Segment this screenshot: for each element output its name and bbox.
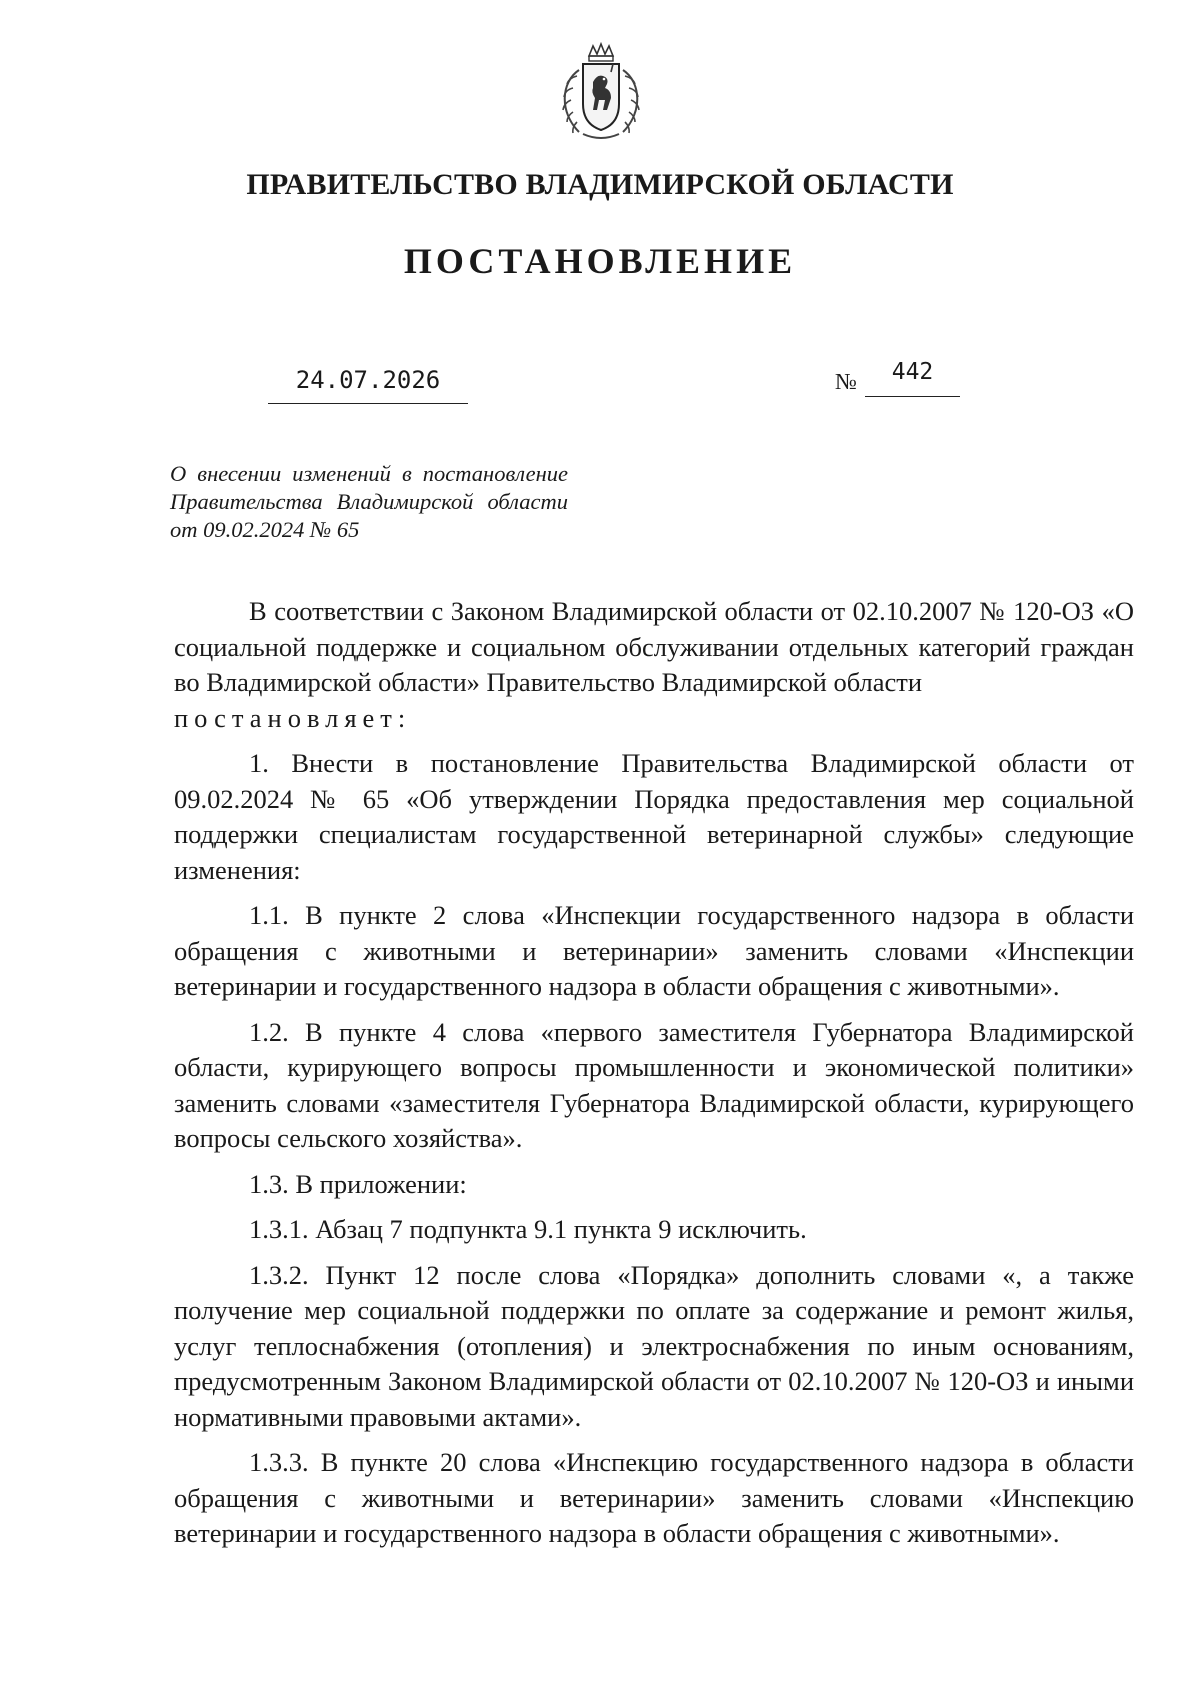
document-type-title: ПОСТАНОВЛЕНИЕ (403, 241, 797, 281)
document-number: 442 (891, 359, 934, 385)
number-sign: № (835, 369, 857, 394)
paragraph-1-3: 1.3. В приложении: (249, 1168, 467, 1199)
paragraph-1-2: 1.2. В пункте 4 слова «первого заместителя Губернатора Владимирской области, курирующего вопросы промышленности и экономической политики» заменить словами «заместителя Губернатора Владимирской области, курирующего вопросы сельского хозяйства». (174, 1016, 1134, 1153)
number-underline (865, 396, 960, 397)
paragraph-1-3-1: 1.3.1. Абзац 7 подпункта 9.1 пункта 9 исключить. (249, 1214, 807, 1244)
preamble-text: В соответствии с Законом Владимирской области от 02.10.2007 № 120-ОЗ «О социальной поддержке и социальном обслуживании отдельных категорий граждан во Владимирской области» Правительство Владимирской области (174, 596, 1134, 697)
preamble-paragraph (174, 594, 1134, 736)
organization-title: ПРАВИТЕЛЬСТВО ВЛАДИМИРСКОЙ ОБЛАСТИ (246, 168, 954, 201)
date-underline (268, 403, 468, 404)
coat-of-arms-icon (549, 42, 653, 144)
paragraph-1-1: 1.1. В пункте 2 слова «Инспекции государственного надзора в области обращения с животными и ветеринарии» заменить словами «Инспекции ветеринарии и государственного надзора в области обращения с животными». (174, 900, 1134, 1001)
document-subject: О внесении изменений в постановление Правительства Владимирской области от 09.02.2024 № 65 (170, 461, 568, 542)
document-body (174, 594, 1134, 1562)
paragraph-1: 1. Внести в постановление Правительства Владимирской области от 09.02.2024 № 65 «Об утверждении Порядка предоставления мер социальной поддержки специалистам государственной ветеринарной службы» следующие изменения: (174, 748, 1134, 885)
document-date: 24.07.2026 (295, 366, 441, 394)
decree-word: постановляет: (174, 702, 412, 733)
paragraph-1-3-3: 1.3.3. В пункте 20 слова «Инспекцию государственного надзора в области обращения с животными и ветеринарии» заменить словами «Инспекцию ветеринарии и государственного надзора в области обращения с животными». (174, 1447, 1134, 1548)
paragraph-1-3-2: 1.3.2. Пункт 12 после слова «Порядка» дополнить словами «, а также получение мер социальной поддержки по оплате за содержание и ремонт жилья, услуг теплоснабжения (отопления) и электроснабжения по иным основаниям, предусмотренным Законом Владимирской области от 02.10.2007 № 120-ОЗ и иными нормативными правовыми актами». (174, 1259, 1134, 1432)
